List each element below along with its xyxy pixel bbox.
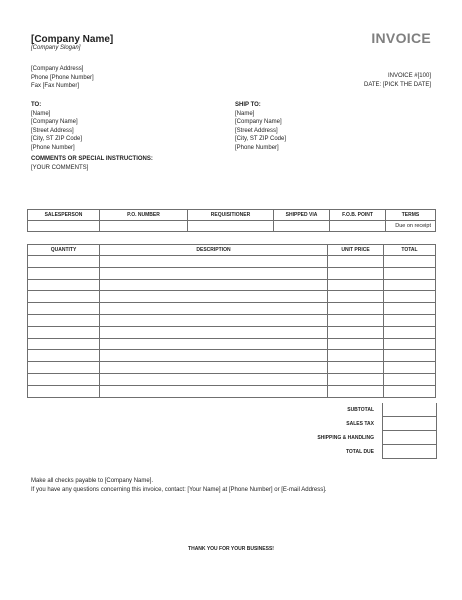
unit-price-cell[interactable] bbox=[328, 256, 384, 268]
quantity-cell[interactable] bbox=[28, 350, 100, 362]
unit-price-cell[interactable] bbox=[328, 303, 384, 315]
subtotal-field[interactable] bbox=[382, 403, 437, 417]
sales-tax-row bbox=[300, 417, 436, 431]
terms-cell[interactable]: Due on receipt bbox=[386, 221, 436, 232]
to-block bbox=[31, 101, 82, 153]
total-cell[interactable] bbox=[384, 279, 436, 291]
total-due-field[interactable] bbox=[382, 445, 437, 459]
salesperson-cell[interactable] bbox=[28, 221, 100, 232]
unit-price-cell[interactable] bbox=[328, 350, 384, 362]
ship-to-company: [Company Name] bbox=[235, 119, 282, 126]
quantity-cell[interactable] bbox=[28, 256, 100, 268]
ship-to-phone: [Phone Number] bbox=[235, 144, 279, 151]
total-cell[interactable] bbox=[384, 314, 436, 326]
total-cell[interactable] bbox=[384, 385, 436, 397]
table-row bbox=[28, 373, 436, 385]
questions-contact-note: If you have any questions concerning this invoice, contact: [Your Name] at [Phone Number] or [E-mail Address]. bbox=[31, 487, 327, 493]
quantity-cell[interactable] bbox=[28, 267, 100, 279]
total-cell[interactable] bbox=[384, 350, 436, 362]
header-unit-price: UNIT PRICE bbox=[328, 245, 384, 256]
quantity-cell[interactable] bbox=[28, 326, 100, 338]
quantity-cell[interactable] bbox=[28, 291, 100, 303]
comments-label: COMMENTS OR SPECIAL INSTRUCTIONS: bbox=[31, 156, 153, 162]
quantity-cell[interactable] bbox=[28, 362, 100, 374]
unit-price-cell[interactable] bbox=[328, 279, 384, 291]
header-fob-point: F.O.B. POINT bbox=[330, 210, 386, 221]
to-city: [City, ST ZIP Code] bbox=[31, 136, 83, 143]
total-cell[interactable] bbox=[384, 362, 436, 374]
quantity-cell[interactable] bbox=[28, 279, 100, 291]
description-cell[interactable] bbox=[100, 373, 328, 385]
description-cell[interactable] bbox=[100, 314, 328, 326]
unit-price-cell[interactable] bbox=[328, 338, 384, 350]
shipping-label: SHIPPING & HANDLING bbox=[317, 435, 374, 441]
total-due-row bbox=[300, 445, 436, 459]
description-cell[interactable] bbox=[100, 291, 328, 303]
invoice-date: DATE: [PICK THE DATE] bbox=[363, 81, 431, 88]
unit-price-cell[interactable] bbox=[328, 385, 384, 397]
description-cell[interactable] bbox=[100, 385, 328, 397]
table-row bbox=[28, 326, 436, 338]
header-description: DESCRIPTION bbox=[100, 245, 328, 256]
ship-to-street: [Street Address] bbox=[235, 127, 278, 134]
invoice-number: INVOICE #[100] bbox=[387, 73, 431, 79]
description-cell[interactable] bbox=[100, 303, 328, 315]
total-cell[interactable] bbox=[384, 256, 436, 268]
company-address: [Company Address] bbox=[31, 66, 84, 72]
unit-price-cell[interactable] bbox=[328, 326, 384, 338]
company-name: [Company Name] bbox=[31, 34, 114, 45]
total-cell[interactable] bbox=[384, 291, 436, 303]
table-row bbox=[28, 267, 436, 279]
shipping-row bbox=[300, 431, 436, 445]
shipping-field[interactable] bbox=[382, 431, 437, 445]
po-number-cell[interactable] bbox=[100, 221, 188, 232]
line-items-table bbox=[27, 244, 436, 398]
shipped-via-cell[interactable] bbox=[274, 221, 330, 232]
to-company: [Company Name] bbox=[31, 119, 78, 126]
header-salesperson: SALESPERSON bbox=[28, 210, 100, 221]
header-shipped-via: SHIPPED VIA bbox=[274, 210, 330, 221]
header-po-number: P.O. NUMBER bbox=[100, 210, 188, 221]
thank-you-note: THANK YOU FOR YOUR BUSINESS! bbox=[188, 546, 274, 552]
table-row bbox=[28, 314, 436, 326]
description-cell[interactable] bbox=[100, 338, 328, 350]
checks-payable-note: Make all checks payable to [Company Name]. bbox=[31, 478, 154, 484]
subtotal-label: SUBTOTAL bbox=[347, 407, 374, 413]
to-name: [Name] bbox=[31, 110, 51, 117]
total-cell[interactable] bbox=[384, 338, 436, 350]
header-quantity: QUANTITY bbox=[28, 245, 100, 256]
fob-point-cell[interactable] bbox=[330, 221, 386, 232]
quantity-cell[interactable] bbox=[28, 303, 100, 315]
invoice-title: INVOICE bbox=[371, 30, 431, 46]
requisitioner-cell[interactable] bbox=[188, 221, 274, 232]
order-info-table bbox=[27, 209, 436, 232]
description-cell[interactable] bbox=[100, 256, 328, 268]
description-cell[interactable] bbox=[100, 362, 328, 374]
footer-notes bbox=[31, 477, 327, 495]
total-cell[interactable] bbox=[384, 267, 436, 279]
header-requisitioner: REQUISITIONER bbox=[188, 210, 274, 221]
comments-value: [YOUR COMMENTS] bbox=[31, 164, 89, 171]
total-cell[interactable] bbox=[384, 303, 436, 315]
sales-tax-field[interactable] bbox=[382, 417, 437, 431]
unit-price-cell[interactable] bbox=[328, 362, 384, 374]
header-total: TOTAL bbox=[384, 245, 436, 256]
ship-to-block bbox=[235, 101, 286, 153]
quantity-cell[interactable] bbox=[28, 338, 100, 350]
company-slogan: [Company Slogan] bbox=[31, 45, 81, 51]
invoice-meta bbox=[364, 72, 431, 89]
description-cell[interactable] bbox=[100, 350, 328, 362]
table-row bbox=[28, 279, 436, 291]
table-row bbox=[28, 362, 436, 374]
total-cell[interactable] bbox=[384, 326, 436, 338]
ship-to-city: [City, ST ZIP Code] bbox=[235, 136, 287, 143]
unit-price-cell[interactable] bbox=[328, 267, 384, 279]
company-fax: Fax [Fax Number] bbox=[31, 83, 80, 90]
sales-tax-label: SALES TAX bbox=[346, 421, 374, 427]
table-row bbox=[28, 350, 436, 362]
total-cell[interactable] bbox=[384, 373, 436, 385]
unit-price-cell[interactable] bbox=[328, 314, 384, 326]
comments-block bbox=[31, 155, 153, 172]
description-cell[interactable] bbox=[100, 326, 328, 338]
unit-price-cell[interactable] bbox=[328, 373, 384, 385]
total-due-label: TOTAL DUE bbox=[345, 449, 374, 455]
quantity-cell[interactable] bbox=[28, 385, 100, 397]
to-street: [Street Address] bbox=[31, 127, 74, 134]
quantity-cell[interactable] bbox=[28, 314, 100, 326]
quantity-cell[interactable] bbox=[28, 373, 100, 385]
company-contact bbox=[31, 65, 94, 91]
subtotal-row bbox=[300, 403, 436, 417]
table-row bbox=[28, 221, 436, 232]
table-row bbox=[28, 291, 436, 303]
to-label: TO: bbox=[31, 102, 42, 108]
description-cell[interactable] bbox=[100, 267, 328, 279]
to-phone: [Phone Number] bbox=[31, 144, 75, 151]
table-row bbox=[28, 338, 436, 350]
company-phone: Phone [Phone Number] bbox=[31, 74, 94, 81]
table-row bbox=[28, 385, 436, 397]
table-row bbox=[28, 256, 436, 268]
unit-price-cell[interactable] bbox=[328, 291, 384, 303]
description-cell[interactable] bbox=[100, 279, 328, 291]
table-row bbox=[28, 303, 436, 315]
header-terms: TERMS bbox=[386, 210, 436, 221]
ship-to-name: [Name] bbox=[235, 110, 255, 117]
ship-to-label: SHIP TO: bbox=[235, 102, 261, 108]
